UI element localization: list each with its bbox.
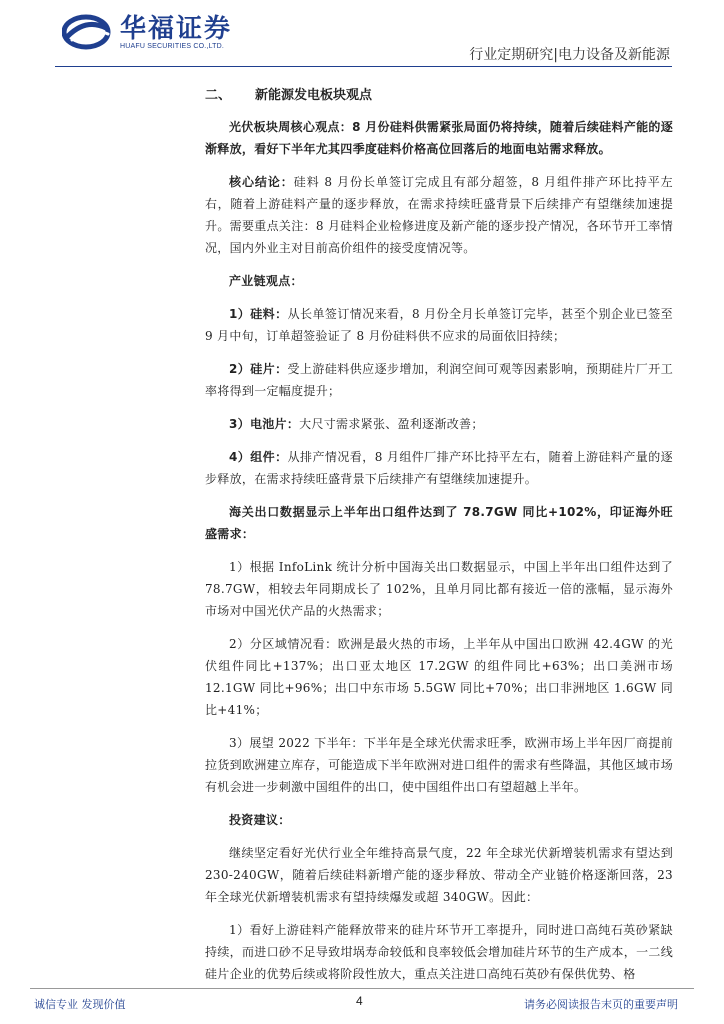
investment-advice-point-1: 1）看好上游硅料产能释放带来的硅片环节开工率提升，同时进口高纯石英砂紧缺持续，而进口砂不足导致坩埚寿命较低和良率较低会增加硅片环节的生产成本，一二线硅片企业的优势后续或将阶段性放大，重点关注进口高纯石英砂有保供优势、格 — [205, 923, 673, 981]
polysilicon-lead: 1）硅料： — [229, 307, 288, 321]
module-lead: 4）组件： — [229, 450, 288, 464]
core-conclusion-body: 硅料 8 月份长单签订完成且有部分超签，8 月组件排产环比持平左右，随着上游硅料产量的逐步释放，在需求持续旺盛背景下后续排产有望继续加速提升。需要重点关注：8 月硅料企业检修进度及新产能的逐步投产情况，各环节开工率情况，国内外业主对目前高价组件的接受度情况等。 — [205, 175, 673, 255]
logo-english-name: HUAFU SECURITIES CO.,LTD. — [120, 42, 225, 50]
module-body: 从排产情况看，8 月组件厂排产环比持平左右，随着上游硅料产量的逐步释放，在需求持续旺盛背景下后续排产有望继续加速提升。 — [205, 450, 673, 486]
investment-advice-heading: 投资建议： — [229, 813, 291, 827]
header-divider — [55, 66, 672, 67]
report-type: 行业定期研究|电力设备及新能源 — [469, 47, 670, 63]
polysilicon-point — [205, 303, 673, 347]
core-conclusion — [205, 171, 673, 259]
footer-slogan: 诚信专业 发现价值 — [34, 998, 126, 1011]
huafu-logo-icon — [62, 14, 114, 50]
export-data-point: 1）根据 InfoLink 统计分析中国海关出口数据显示，中国上半年出口组件达到了 78.7GW，相较去年同期成长了 102%，且单月同比都有接近一倍的涨幅，显示海外市场对中国光伏产品的火热需求； — [205, 560, 673, 618]
module-point — [205, 446, 673, 490]
customs-export-heading: 海关出口数据显示上半年出口组件达到了 78.7GW 同比+102%，印证海外旺盛需求： — [205, 505, 673, 541]
cell-point — [205, 413, 673, 435]
section-title: 新能源发电板块观点 — [255, 88, 373, 103]
logo-chinese-name: 华福证券 — [120, 13, 233, 44]
huafu-logo — [62, 14, 232, 50]
wafer-body: 受上游硅料供应逐步增加，利润空间可观等因素影响，预期硅片厂开工率将得到一定幅度提升； — [205, 362, 673, 398]
investment-advice-body: 继续坚定看好光伏行业全年维持高景气度，22 年全球光伏新增装机需求有望达到 230-240GW，随着后续硅料新增产能的逐步释放、带动全产业链价格逐渐回落，23 年全球光伏新增装机需求有望持续爆发或超 340GW。因此： — [205, 846, 673, 904]
weekly-core-view: 光伏板块周核心观点：8 月份硅料供需紧张局面仍将持续，随着后续硅料产能的逐渐释放，看好下半年尤其四季度硅料价格高位回落后的地面电站需求释放。 — [205, 120, 673, 156]
footer-divider — [30, 988, 694, 989]
section-heading — [205, 84, 673, 108]
footer-disclaimer: 请务必阅读报告末页的重要声明 — [524, 998, 678, 1011]
cell-body: 大尺寸需求紧张、盈利逐渐改善； — [299, 417, 484, 431]
page-header — [0, 0, 724, 68]
cell-lead: 3）电池片： — [229, 417, 300, 431]
page-number: 4 — [356, 994, 363, 1008]
outlook-point: 3）展望 2022 下半年：下半年是全球光伏需求旺季，欧洲市场上半年因厂商提前拉货到欧洲建立库存，可能造成下半年欧洲对进口组件的需求有些降温，其他区域市场有机会进一步刺激中国组件的出口，使中国组件出口有望超越上半年。 — [205, 736, 673, 794]
section-number: 二、 — [205, 88, 232, 103]
wafer-lead: 2）硅片： — [229, 362, 288, 376]
report-body — [205, 84, 673, 996]
core-conclusion-lead: 核心结论： — [229, 175, 294, 189]
region-breakdown-point: 2）分区域情况看：欧洲是最火热的市场，上半年从中国出口欧洲 42.4GW 的光伏组件同比+137%；出口亚太地区 17.2GW 的组件同比+63%；出口美洲市场 12.1GW 同比+96%；出口中东市场 5.5GW 同比+70%；出口非洲地区 1.6GW 同比+41%； — [205, 637, 673, 717]
polysilicon-body: 从长单签订情况来看，8 月份全月长单签订完毕，甚至个别企业已签至 9 月中旬，订单超签验证了 8 月份硅料供不应求的局面依旧持续； — [205, 307, 673, 343]
industry-chain-heading: 产业链观点： — [229, 274, 303, 288]
wafer-point — [205, 358, 673, 402]
